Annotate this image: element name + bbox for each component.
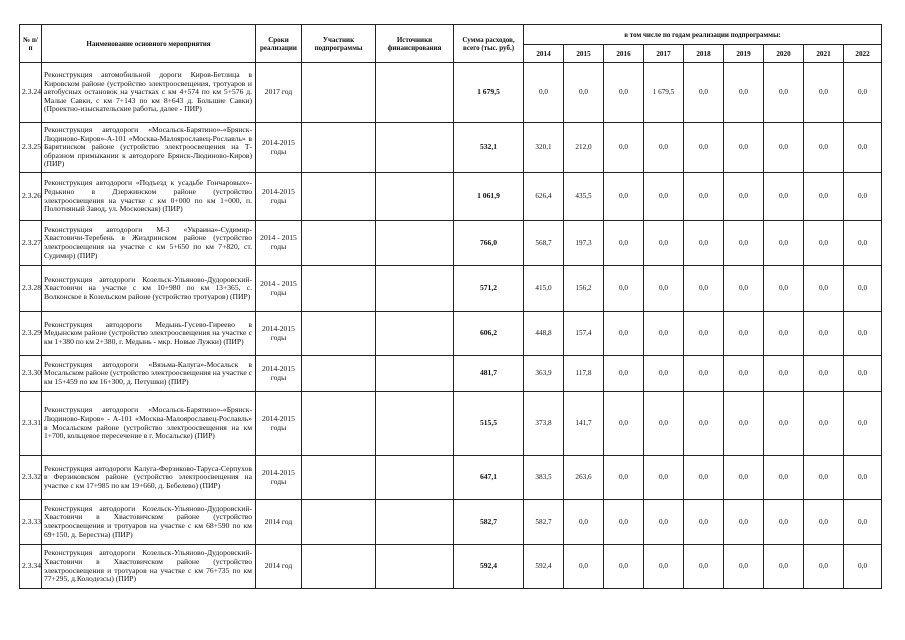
row-year-value-2020: 0,0 [764,63,804,123]
row-year-value-2016: 0,0 [604,221,644,266]
row-total: 647,1 [454,456,524,500]
row-year-value-2017: 0,0 [644,545,684,589]
row-year-value-2022: 0,0 [844,63,882,123]
row-year-value-2017: 0,0 [644,266,684,312]
row-year-value-2021: 0,0 [804,123,844,173]
header-year-2016: 2016 [604,45,644,63]
row-number: 2.3.32 [20,456,42,500]
row-year-value-2016: 0,0 [604,63,644,123]
row-total: 606,2 [454,312,524,356]
row-participant [302,312,376,356]
table-row [20,123,882,173]
row-year-value-2018: 0,0 [684,63,724,123]
row-sources [376,123,454,173]
row-year-value-2019: 0,0 [724,392,764,456]
row-total: 766,0 [454,221,524,266]
row-year-value-2016: 0,0 [604,356,644,392]
row-year-value-2022: 0,0 [844,356,882,392]
row-number: 2.3.28 [20,266,42,312]
header-year-2021: 2021 [804,45,844,63]
table-row [20,173,882,221]
row-year-value-2014: 582,7 [524,500,564,545]
row-period: 2014 год [256,500,302,545]
row-total: 481,7 [454,356,524,392]
header-year-2014: 2014 [524,45,564,63]
row-number: 2.3.31 [20,392,42,456]
row-year-value-2015: 157,4 [564,312,604,356]
row-year-value-2016: 0,0 [604,500,644,545]
row-year-value-2022: 0,0 [844,392,882,456]
row-participant [302,63,376,123]
row-year-value-2020: 0,0 [764,392,804,456]
row-year-value-2020: 0,0 [764,266,804,312]
row-year-value-2021: 0,0 [804,221,844,266]
row-number: 2.3.34 [20,545,42,589]
row-year-value-2017: 0,0 [644,123,684,173]
row-year-value-2014: 0,0 [524,63,564,123]
row-number: 2.3.26 [20,173,42,221]
row-sources [376,266,454,312]
row-participant [302,221,376,266]
row-activity-name: Реконструкция автодороги М-3 «Украина»-Судимир-Хвастовичи-Теребень в Жиздринском районе (устройство электроосвещения на участке с км 5+650 по км 7+820, ст. Судимир) (ПИР) [42,221,256,266]
row-year-value-2014: 373,8 [524,392,564,456]
row-period: 2014-2015 годы [256,356,302,392]
row-sources [376,545,454,589]
row-year-value-2018: 0,0 [684,456,724,500]
row-year-value-2020: 0,0 [764,356,804,392]
row-participant [302,545,376,589]
row-year-value-2017: 1 679,5 [644,63,684,123]
header-year-2020: 2020 [764,45,804,63]
header-year-2015: 2015 [564,45,604,63]
row-period: 2014 год [256,545,302,589]
row-year-value-2019: 0,0 [724,173,764,221]
table-row [20,545,882,589]
row-total: 515,5 [454,392,524,456]
budget-table [19,24,882,589]
row-activity-name: Реконструкция автодороги «Мосальск-Барятино»-«Брянск-Людиново-Киров» - А-101 «Москва-Малоярославец-Рославль» в Мосальском районе (устройство электроосвещения на км 1+700, кольцевое пересечение в г. Мосальске) (ПИР) [42,392,256,456]
row-number: 2.3.24 [20,63,42,123]
row-year-value-2020: 0,0 [764,456,804,500]
row-activity-name: Реконструкция автодороги Медынь-Гусево-Гиреево в Медынском районе (устройство электроосвещения на участке с км 1+380 по км 2+380, г. Медынь - мкр. Новые Лужки) (ПИР) [42,312,256,356]
row-year-value-2017: 0,0 [644,312,684,356]
table-row [20,500,882,545]
row-year-value-2018: 0,0 [684,266,724,312]
row-period: 2014-2015 годы [256,123,302,173]
row-year-value-2018: 0,0 [684,221,724,266]
row-activity-name: Реконструкция автодороги «Мосальск-Барятино»-«Брянск-Людиново-Киров»-А-101 «Москва-Малоярославец-Рославль» в Барятинском районе (устройство электроосвещения на Т-образном примыкании к автодороге Брянск-Людиново-Киров) (ПИР) [42,123,256,173]
header-year-2019: 2019 [724,45,764,63]
table-row [20,63,882,123]
row-year-value-2022: 0,0 [844,545,882,589]
row-year-value-2015: 141,7 [564,392,604,456]
row-year-value-2015: 117,8 [564,356,604,392]
row-year-value-2016: 0,0 [604,173,644,221]
table-row [20,392,882,456]
header-participant: Участник подпрограммы [302,25,376,63]
row-year-value-2018: 0,0 [684,356,724,392]
row-year-value-2015: 263,6 [564,456,604,500]
row-number: 2.3.25 [20,123,42,173]
row-total: 582,7 [454,500,524,545]
header-by-years: в том числе по годам реализации подпрограммы: [524,25,882,45]
row-year-value-2017: 0,0 [644,456,684,500]
row-activity-name: Реконструкция автодороги «Подъезд к усадьбе Гончаровых»-Редькино в Дзержинском районе (устройство электроосвещения на участке с км 0+000 по км 1+000, п. Полотняный Завод, ул. Московская) (ПИР) [42,173,256,221]
table-row [20,221,882,266]
row-participant [302,173,376,221]
row-year-value-2019: 0,0 [724,123,764,173]
row-number: 2.3.30 [20,356,42,392]
row-sources [376,173,454,221]
row-year-value-2015: 435,5 [564,173,604,221]
table-row [20,456,882,500]
row-year-value-2022: 0,0 [844,312,882,356]
row-year-value-2014: 568,7 [524,221,564,266]
header-year-2018: 2018 [684,45,724,63]
row-year-value-2020: 0,0 [764,545,804,589]
row-year-value-2018: 0,0 [684,123,724,173]
row-year-value-2017: 0,0 [644,500,684,545]
row-year-value-2019: 0,0 [724,266,764,312]
row-year-value-2018: 0,0 [684,500,724,545]
row-year-value-2018: 0,0 [684,312,724,356]
row-period: 2014-2015 годы [256,392,302,456]
row-year-value-2018: 0,0 [684,173,724,221]
row-year-value-2019: 0,0 [724,63,764,123]
row-period: 2014-2015 годы [256,173,302,221]
row-year-value-2021: 0,0 [804,173,844,221]
row-year-value-2017: 0,0 [644,221,684,266]
row-year-value-2022: 0,0 [844,500,882,545]
row-year-value-2014: 383,5 [524,456,564,500]
row-year-value-2016: 0,0 [604,266,644,312]
row-year-value-2017: 0,0 [644,392,684,456]
row-year-value-2014: 448,8 [524,312,564,356]
row-participant [302,123,376,173]
row-year-value-2022: 0,0 [844,221,882,266]
row-activity-name: Реконструкция автодороги «Вязьма-Калуга»-Мосальск в Мосальском районе (устройство электроосвещения на участке с км 15+459 по км 16+300, д. Петушки) (ПИР) [42,356,256,392]
header-name: Наименование основного мероприятия [42,25,256,63]
row-year-value-2021: 0,0 [804,456,844,500]
row-participant [302,266,376,312]
row-period: 2014 - 2015 годы [256,266,302,312]
row-number: 2.3.29 [20,312,42,356]
row-total: 1 679,5 [454,63,524,123]
row-year-value-2015: 0,0 [564,63,604,123]
header-year-2017: 2017 [644,45,684,63]
row-year-value-2020: 0,0 [764,123,804,173]
row-sources [376,500,454,545]
row-participant [302,456,376,500]
row-year-value-2021: 0,0 [804,312,844,356]
row-year-value-2020: 0,0 [764,500,804,545]
row-sources [376,456,454,500]
row-year-value-2016: 0,0 [604,545,644,589]
header-year-2022: 2022 [844,45,882,63]
row-activity-name: Реконструкция автомобильной дороги Киров-Бетлица в Кировском районе (устройство электроосвещения, тротуаров и автобусных остановок на участках с км 4+574 по км 5+576 д. Малые Савки, с км 7+143 по км 8+643 д. Большие Савки) (Проектно-изыскательские работы, далее - ПИР) [42,63,256,123]
row-year-value-2022: 0,0 [844,266,882,312]
row-period: 2014-2015 годы [256,312,302,356]
row-year-value-2017: 0,0 [644,173,684,221]
header-period: Сроки реализации [256,25,302,63]
row-period: 2017 год [256,63,302,123]
row-year-value-2016: 0,0 [604,392,644,456]
row-year-value-2015: 0,0 [564,500,604,545]
row-year-value-2021: 0,0 [804,392,844,456]
row-participant [302,500,376,545]
row-period: 2014-2015 годы [256,456,302,500]
row-activity-name: Реконструкция автодороги Калуга-Ферзиково-Таруса-Серпухов в Ферзиковском районе (устройство электроосвещения на участке с км 17+985 по км 19+660, д. Бебелево) (ПИР) [42,456,256,500]
row-sources [376,63,454,123]
row-year-value-2014: 415,0 [524,266,564,312]
row-year-value-2017: 0,0 [644,356,684,392]
row-activity-name: Реконструкция автодороги Козельск-Ульяново-Дудоровский-Хвастовичи в Хвастовичском районе (устройство электроосвещения и тротуаров на участке с км 76+735 по км 77+295, д.Колодезсы) (ПИР) [42,545,256,589]
row-year-value-2021: 0,0 [804,356,844,392]
row-year-value-2019: 0,0 [724,356,764,392]
row-year-value-2020: 0,0 [764,221,804,266]
document-page [19,24,881,594]
row-sources [376,221,454,266]
row-number: 2.3.33 [20,500,42,545]
row-year-value-2019: 0,0 [724,312,764,356]
header-total: Сумма расходов, всего (тыс. руб.) [454,25,524,63]
row-year-value-2019: 0,0 [724,456,764,500]
row-year-value-2018: 0,0 [684,392,724,456]
row-year-value-2021: 0,0 [804,63,844,123]
row-year-value-2015: 212,0 [564,123,604,173]
row-total: 532,1 [454,123,524,173]
row-year-value-2022: 0,0 [844,173,882,221]
row-year-value-2022: 0,0 [844,123,882,173]
row-total: 1 061,9 [454,173,524,221]
table-row [20,312,882,356]
row-period: 2014 - 2015 годы [256,221,302,266]
row-year-value-2019: 0,0 [724,545,764,589]
row-year-value-2014: 626,4 [524,173,564,221]
row-total: 592,4 [454,545,524,589]
row-year-value-2021: 0,0 [804,500,844,545]
table-row [20,356,882,392]
row-participant [302,392,376,456]
row-year-value-2020: 0,0 [764,312,804,356]
row-year-value-2016: 0,0 [604,312,644,356]
row-year-value-2016: 0,0 [604,123,644,173]
row-year-value-2021: 0,0 [804,266,844,312]
row-activity-name: Реконструкция автодороги Козельск-Ульяново-Дудоровский-Хвастовичи в Хвастовичском районе (устройство электроосвещения и тротуаров на участке с км 68+590 по км 69+150, д. Берестна) (ПИР) [42,500,256,545]
row-year-value-2020: 0,0 [764,173,804,221]
row-activity-name: Реконструкция автодороги Козельск-Ульяново-Дудоровский-Хвастовичи на участке с км 10+980 по км 13+365, с. Волконское в Козельском районе (устройство тротуаров) (ПИР) [42,266,256,312]
row-sources [376,392,454,456]
row-year-value-2014: 320,1 [524,123,564,173]
row-year-value-2018: 0,0 [684,545,724,589]
row-year-value-2016: 0,0 [604,456,644,500]
row-year-value-2022: 0,0 [844,456,882,500]
row-sources [376,356,454,392]
row-year-value-2019: 0,0 [724,500,764,545]
header-num: № п/п [20,25,42,63]
row-year-value-2014: 363,9 [524,356,564,392]
row-total: 571,2 [454,266,524,312]
row-number: 2.3.27 [20,221,42,266]
row-year-value-2015: 156,2 [564,266,604,312]
row-year-value-2019: 0,0 [724,221,764,266]
header-sources: Источники финансирования [376,25,454,63]
table-row [20,266,882,312]
row-year-value-2015: 0,0 [564,545,604,589]
row-year-value-2014: 592,4 [524,545,564,589]
row-participant [302,356,376,392]
row-sources [376,312,454,356]
row-year-value-2015: 197,3 [564,221,604,266]
row-year-value-2021: 0,0 [804,545,844,589]
